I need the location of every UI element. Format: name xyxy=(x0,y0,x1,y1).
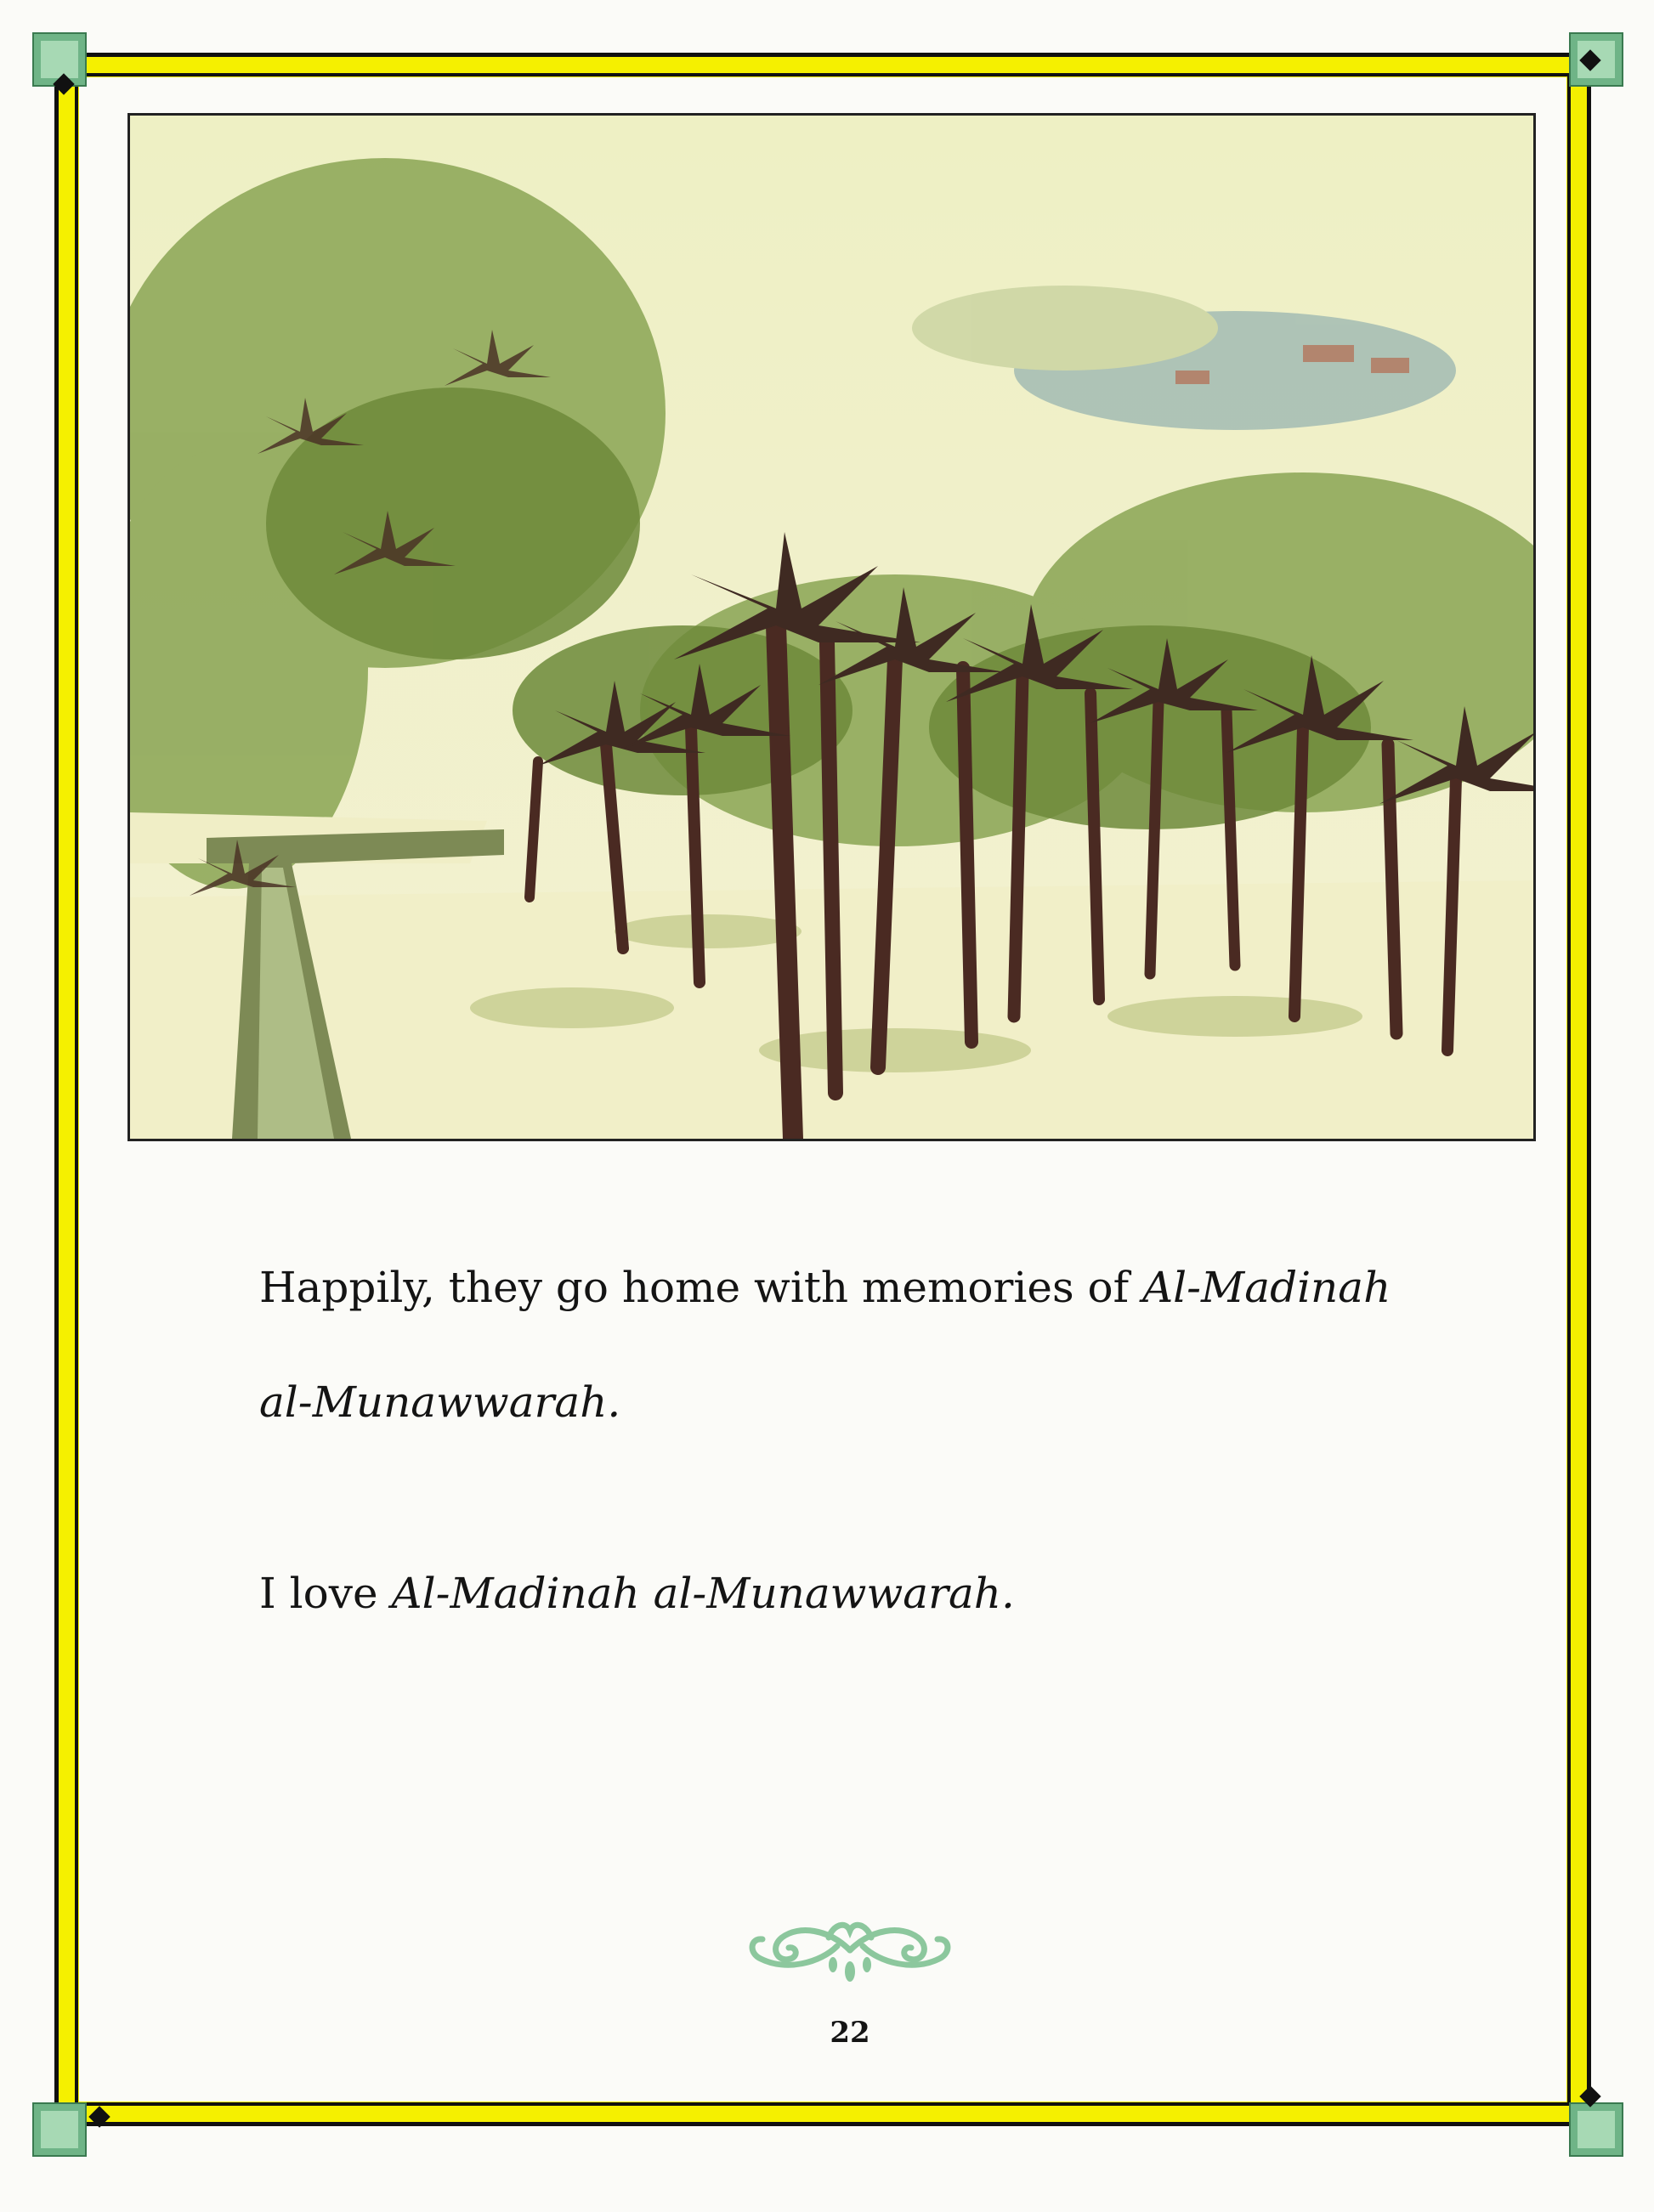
page-number: 22 xyxy=(830,2016,870,2050)
corner-ornament-bottom-left xyxy=(32,2102,87,2157)
corner-ornament-bottom-right xyxy=(1569,2102,1623,2157)
palm-grove-illustration xyxy=(127,113,1536,1141)
story-line-1-regular: Happily, they go home with memories of xyxy=(259,1263,1143,1312)
story-line-2: al-Munawwarah. xyxy=(259,1378,621,1427)
floral-flourish-icon xyxy=(735,1912,965,1989)
story-line-1-italic: Al-Madinah xyxy=(1142,1263,1391,1312)
story-line-3-regular: I love xyxy=(259,1569,392,1618)
story-line-1 xyxy=(259,1263,1391,1312)
palm-grove-painting-icon xyxy=(130,116,1533,1139)
story-line-3 xyxy=(259,1569,1015,1618)
story-line-3-italic: Al-Madinah al-Munawwarah. xyxy=(391,1569,1015,1618)
